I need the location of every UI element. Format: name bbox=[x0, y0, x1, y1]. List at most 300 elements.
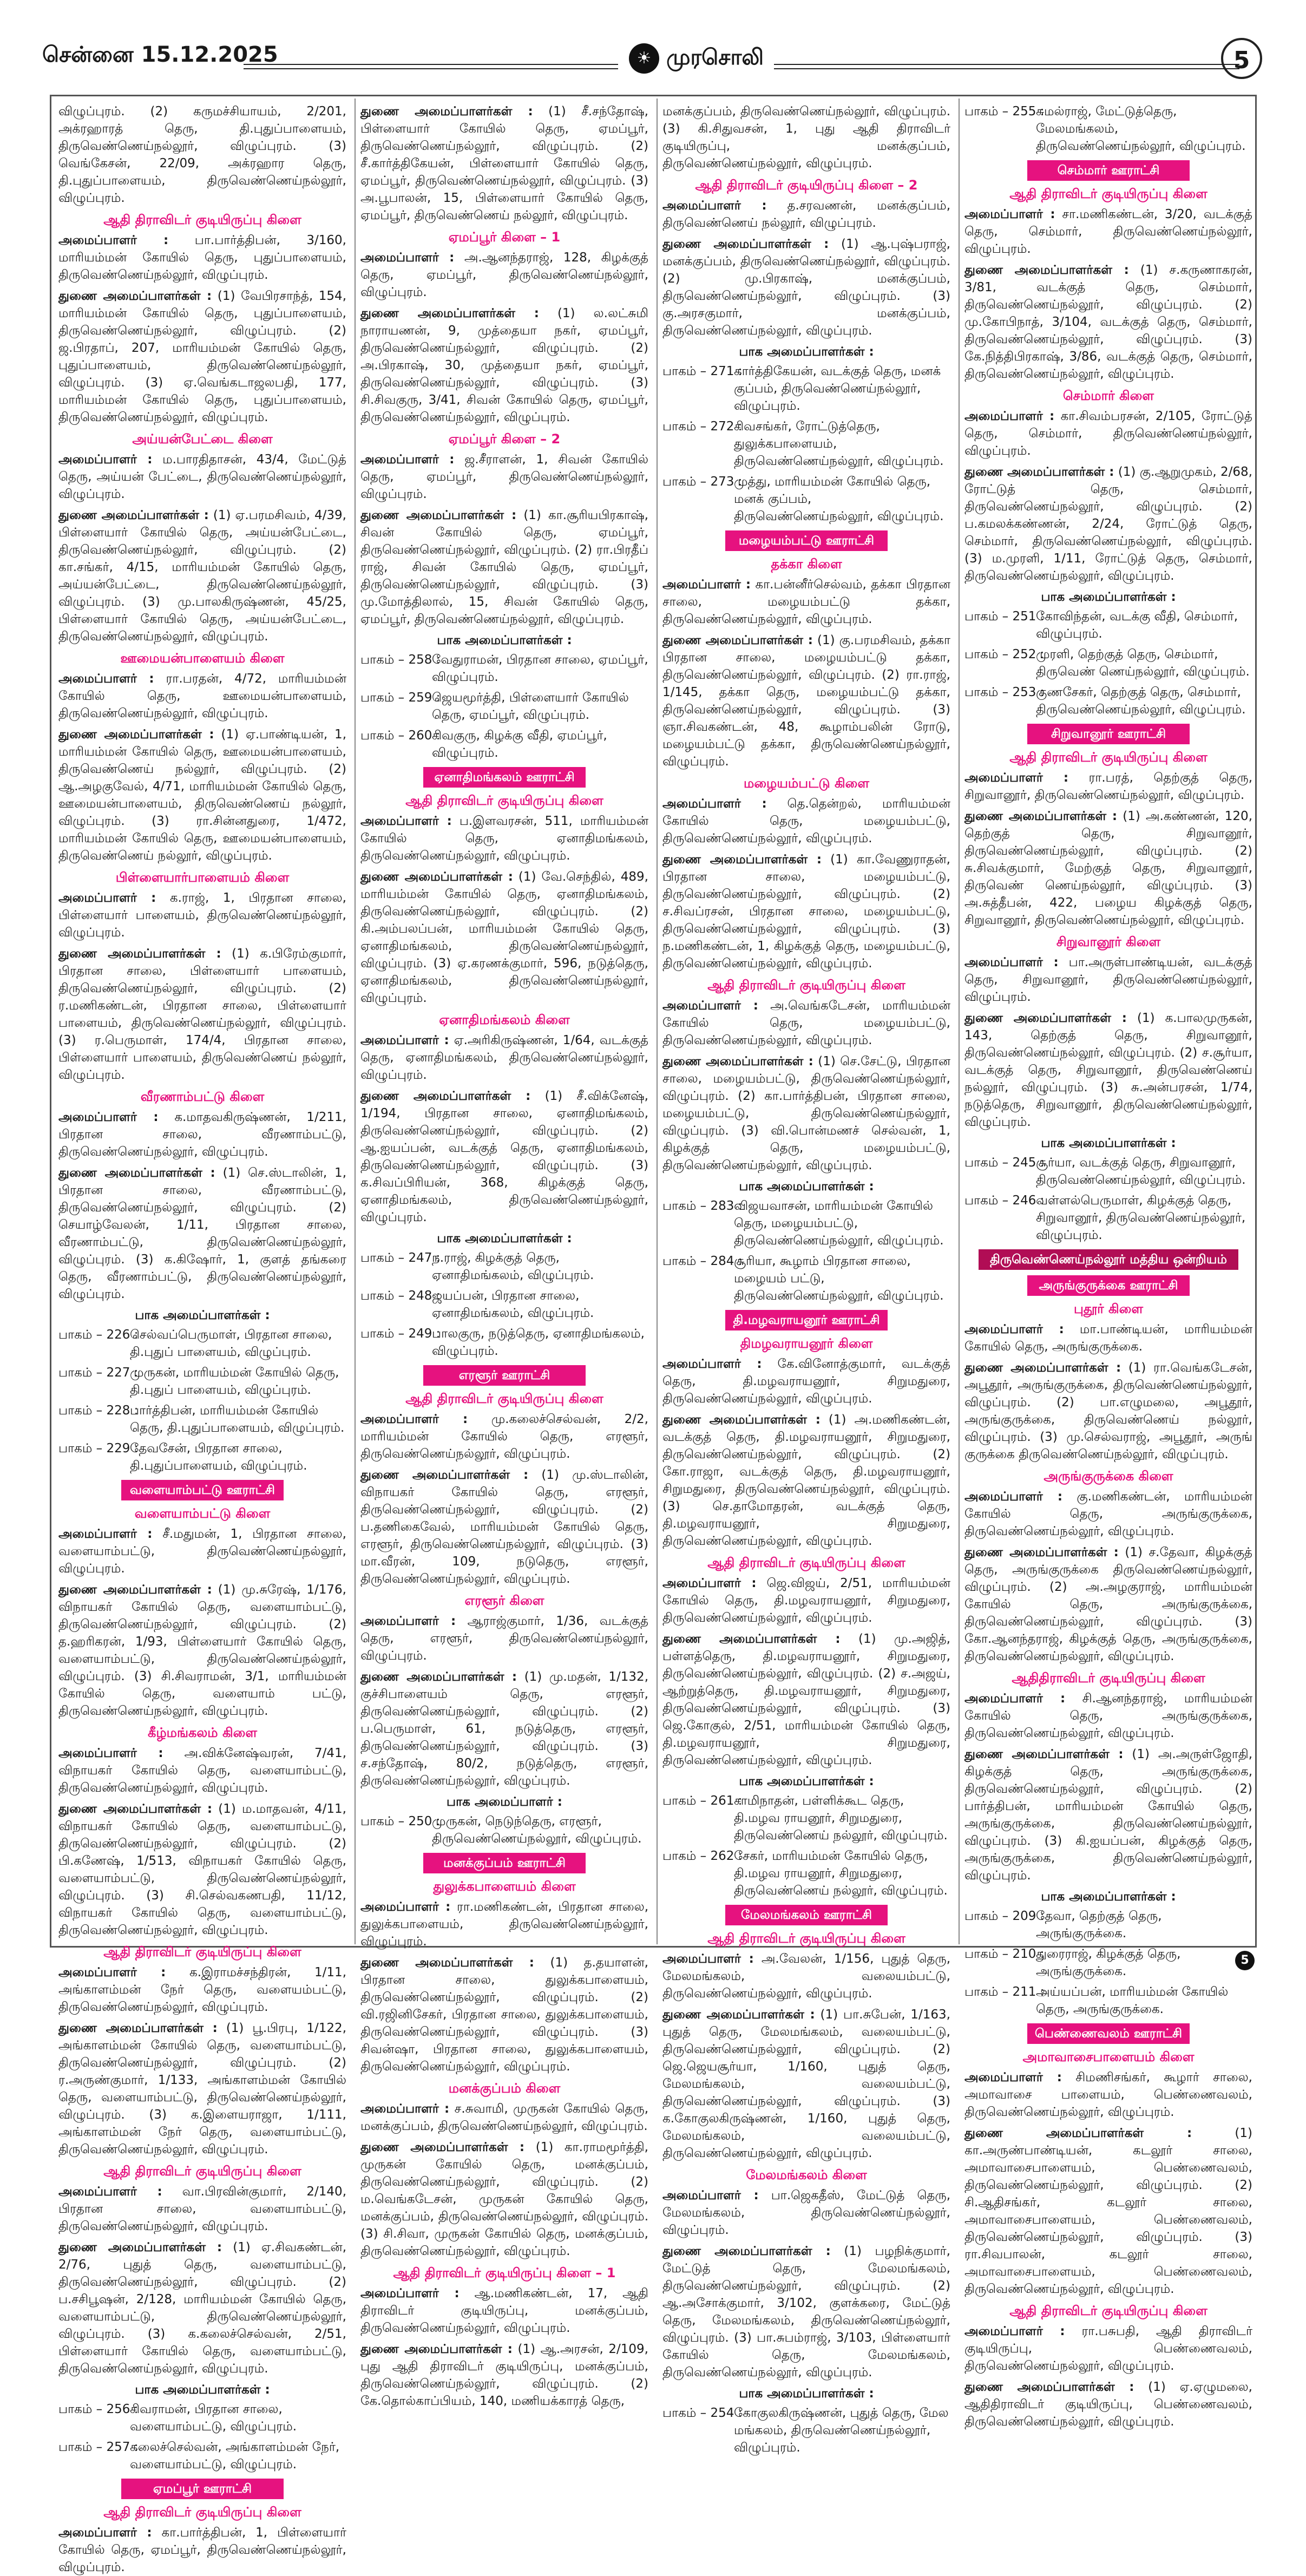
role-label: துணை அமைப்பாளர்கள் : bbox=[964, 465, 1114, 479]
organiser-entry bbox=[360, 2139, 648, 2260]
entry-text: (1) க.பிரேம்குமார், பிரதான சாலை, பிள்ளையார் பாளையம், திருவெண்ணெய்நல்லூர், விழுப்புரம். (2) ர.மணிகண்டன், பிரதான சாலை, பிள்ளையார் பாளையம், திருவெண்ணெய்நல்லூர், விழுப்புரம். (3) ர.பெருமாள், 174/4, பிரதான சாலை, பிள்ளையார் பாளையம், திருவெண்ணெய் நல்லூர், விழுப்புரம். bbox=[58, 947, 346, 1082]
organiser-entry bbox=[58, 2524, 346, 2576]
entry-text: ஜெ.விஜய், 2/51, மாரியம்மன் கோயில் தெரு, தி.மழவராயனூர், சிறுமதுரை, திருவெண்ணெய்நல்லூர், விழுப்புரம். bbox=[662, 1576, 950, 1625]
organiser-entry bbox=[662, 2006, 950, 2162]
organiser-entry bbox=[662, 1950, 950, 2002]
booth-entry bbox=[964, 1908, 1252, 1942]
section-heading: மனக்குப்பம் கிளை bbox=[448, 2081, 561, 2096]
organiser-entry bbox=[58, 2020, 346, 2158]
booth-number: பாகம் – 273 : bbox=[662, 475, 743, 489]
text-column-3 bbox=[662, 103, 951, 2455]
section-heading: ஆதி திராவிடர் குடியிருப்பு கிளை bbox=[707, 978, 905, 993]
entry-text: (1) மு.அஜித், பள்ளத்தெரு, தி.மழவராயனூர், சிறுமதுரை, திருவெண்ணெய்நல்லூர், விழுப்புரம். (2) ச.அஜய், ஆற்றுத்தெரு, தி.மழவராயனூர், சிறுமதுரை, திருவெண்ணெய்நல்லூர், விழுப்புரம். (3) ஜெ.கோகுல், 2/51, மாரியம்மன் கோயில் தெரு, தி.மழவராயனூர், சிறுமதுரை, திருவெண்ணெய்நல்லூர், விழுப்புரம். bbox=[662, 1632, 950, 1767]
organiser-entry bbox=[58, 726, 346, 864]
booth-number: பாகம் – 248 : bbox=[360, 1289, 441, 1303]
entry-text: அ.வெங்கடேசன், மாரியம்மன் கோயில் தெரு, மழையம்பட்டு, திருவெண்ணெய்நல்லூர், விழுப்புரம். bbox=[662, 999, 951, 1047]
section-heading: அருங்குருக்கை கிளை bbox=[1044, 1469, 1173, 1484]
section-heading: ஏமப்பூர் கிளை – 2 bbox=[448, 431, 561, 447]
organiser-entry bbox=[662, 1575, 950, 1627]
role-label: துணை அமைப்பாளர்கள் : bbox=[360, 870, 513, 884]
organiser-entry bbox=[964, 1690, 1252, 1742]
booth-number: பாகம் – 261 : bbox=[662, 1794, 743, 1808]
booth-organisers-heading: பாக அமைப்பாளர்கள் : bbox=[1041, 590, 1176, 604]
entry-text: சீ.மதுமன், 1, பிரதான சாலை, வளையாம்பட்டு, திருவெண்ணெய்நல்லூர், விழுப்புரம். bbox=[58, 1527, 346, 1576]
role-label: துணை அமைப்பாளர்கள் : bbox=[662, 237, 829, 251]
role-label: துணை அமைப்பாளர்கள் : bbox=[964, 263, 1129, 277]
organiser-entry bbox=[360, 812, 648, 864]
entry-text: (1) வேபிரசாந்த், 154, மாரியம்மன் கோயில் தெரு, புதுப்பாளையம், திருவெண்ணெய்நல்லூர், விழுப்புரம். (2) ஜ.பிரதாப், 207, மாரியம்மன் கோயில் தெரு, புதுப்பாளையம், திருவெண்ணெய்நல்லூர், விழுப்புரம். (3) ஏ.வெங்கடாஜலபதி, 177, மாரியம்மன் கோயில் தெரு, புதுப்பாளையம், திருவெண்ணெய்நல்லூர், விழுப்புரம். bbox=[58, 289, 347, 424]
role-label: துணை அமைப்பாளர்கள் : bbox=[58, 2021, 218, 2035]
organiser-entry bbox=[964, 2378, 1252, 2430]
role-label: துணை அமைப்பாளர்கள் : bbox=[58, 947, 221, 961]
organiser-entry bbox=[964, 1746, 1252, 1884]
section-heading: ஊமையன்பாளையம் கிளை bbox=[120, 651, 285, 666]
booth-entry bbox=[360, 1325, 648, 1360]
panchayat-banner: மேலமங்கலம் ஊராட்சி bbox=[725, 1905, 888, 1925]
booth-number: பாகம் – 229 : bbox=[58, 1441, 139, 1456]
role-label: துணை அமைப்பாளர்கள் : bbox=[662, 2244, 831, 2258]
entry-text: அ.ஆனந்தராஜ், 128, கிழக்குத் தெரு, ஏமப்பூர், திருவெண்ணெய்நல்லூர், விழுப்புரம். bbox=[360, 251, 649, 299]
section-heading: எரளூர் கிளை bbox=[464, 1593, 544, 1608]
section-heading: பிள்ளையார்பாளையம் கிளை bbox=[115, 870, 290, 885]
booth-number: பாகம் – 260 : bbox=[360, 729, 441, 743]
entry-text: பா.அருள்பாண்டியன், வடக்குத் தெரு, சிறுவானூர், திருவெண்ணெய்நல்லூர், விழுப்புரம். bbox=[964, 955, 1252, 1004]
role-label: துணை அமைப்பாளர்கள் : bbox=[964, 1545, 1119, 1559]
organiser-entry bbox=[964, 1488, 1252, 1540]
booth-organisers-heading: பாக அமைப்பாளர்கள் : bbox=[739, 1179, 874, 1194]
booth-number: பாகம் – 227 : bbox=[58, 1366, 139, 1380]
organiser-entry bbox=[662, 1053, 950, 1174]
role-label: துணை அமைப்பாளர்கள் : bbox=[58, 1166, 215, 1180]
booth-entry bbox=[360, 689, 648, 724]
section-heading: ஏமப்பூர் கிளை – 1 bbox=[448, 230, 561, 245]
organiser-entry bbox=[662, 235, 950, 339]
booth-organisers-heading: பாக அமைப்பாளர்கள் : bbox=[437, 633, 572, 647]
booth-entry bbox=[662, 2404, 950, 2456]
booth-number: பாகம் – 246 : bbox=[964, 1194, 1045, 1208]
organiser-entry bbox=[360, 1032, 648, 1084]
role-label: அமைப்பாளர் : bbox=[964, 2324, 1065, 2338]
section-heading: ஆதி திராவிடர் குடியிருப்பு கிளை – 2 bbox=[695, 178, 918, 193]
booth-organiser: முருகன், மாரியம்மன் கோயில் தெரு, தி.புதுப் பாளையம், விழுப்புரம். bbox=[130, 1366, 339, 1397]
entry-text: (1) ஏ.பாண்டியன், 1, மாரியம்மன் கோயில் தெரு, ஊமையன்பாளையம், திருவெண்ணெய் நல்லூர், விழுப்புரம். (2) ஆ.அழகுவேல், 4/71, மாரியம்மன் கோயில் தெரு, ஊமையன்பாளையம், திருவெண்ணெய் நல்லூர், விழுப்புரம். (3) ரா.சின்னதுரை, 1/472, மாரியம்மன் கோயில் தெரு, ஊமையன்பாளையம், திருவெண்ணெய் நல்லூர், விழுப்புரம். bbox=[58, 727, 347, 863]
organiser-entry bbox=[58, 1164, 346, 1303]
role-label: துணை அமைப்பாளர்கள் : bbox=[360, 2342, 513, 2356]
role-label: அமைப்பாளர் : bbox=[360, 814, 452, 828]
section-heading: துலுக்கபாளையம் கிளை bbox=[433, 1879, 576, 1894]
section-heading: செம்மார் கிளை bbox=[1062, 388, 1154, 403]
entry-text: கு.மணிகண்டன், மாரியம்மன் கோயில் தெரு, அருங்குருக்கை, திருவெண்ணெய்நல்லூர், விழுப்புரம். bbox=[964, 1490, 1252, 1538]
entry-text: ரா.பசுபதி, ஆதி திராவிடர் குடியிருப்பு, பெண்ணைவலம், திருவெண்ணெய்நல்லூர், விழுப்புரம். bbox=[964, 2324, 1253, 2373]
booth-number: பாகம் – 272 : bbox=[662, 419, 743, 434]
role-label: துணை அமைப்பாளர்கள் : bbox=[360, 1956, 534, 1970]
booth-entry bbox=[964, 1983, 1252, 2018]
booth-organiser: வேதுராமன், பிரதான சாலை, ஏமப்பூர், விழுப்புரம். bbox=[432, 653, 648, 684]
role-label: அமைப்பாளர் : bbox=[360, 2102, 450, 2116]
organiser-entry bbox=[58, 103, 346, 207]
entry-text: மனக்குப்பம், திருவெண்ணெய்நல்லூர், விழுப்புரம். (3) கி.சிதுவசன், 1, புது ஆதி திராவிடர் குடியிருப்பு, மனக்குப்பம், திருவெண்ணெய்நல்லூர், விழுப்புரம். bbox=[662, 104, 950, 171]
entry-text: (1) அ.மணிகண்டன், வடக்குத் தெரு, தி.மழவராயனூர், சிறுமதுரை, திருவெண்ணெய்நல்லூர், விழுப்புரம். (2) கோ.ராஜா, வடக்குத் தெரு, தி.மழவராயனூர், சிறுமதுரை, திருவெண்ணெய்நல்லூர், விழுப்புரம். (3) செ.தாமோதரன், வடக்குத் தெரு, தி.மழவராயனூர், சிறுமதுரை, திருவெண்ணெய்நல்லூர், விழுப்புரம். bbox=[662, 1413, 950, 1548]
booth-organiser: தேவசேன், பிரதான சாலை, தி.புதுப்பாளையம், விழுப்புரம். bbox=[130, 1441, 307, 1473]
role-label: துணை அமைப்பாளர்கள் : bbox=[662, 1632, 841, 1646]
booth-organiser: சிவகுரு, கிழக்கு வீதி, ஏமப்பூர், விழுப்புரம். bbox=[432, 729, 607, 760]
entry-text: சா.மணிகண்டன், 3/20, வடக்குத் தெரு, செம்மார், திருவெண்ணெய்நல்லூர், விழுப்புரம். bbox=[964, 207, 1253, 256]
organiser-entry bbox=[58, 1745, 346, 1797]
organiser-entry bbox=[58, 1964, 346, 2016]
panchayat-banner: மழையம்பட்டு ஊராட்சி bbox=[725, 530, 888, 551]
entry-text: கா.பார்த்திபன், 1, பிள்ளையார் கோயில் தெரு, ஏமப்பூர், திருவெண்ணெய்நல்லூர், விழுப்புரம். bbox=[58, 2526, 346, 2574]
booth-organiser: வள்ளல்பெருமாள், கிழக்குத் தெரு, சிறுவானூர், திருவெண்ணெய்நல்லூர், விழுப்புரம். bbox=[1036, 1194, 1246, 1242]
organiser-entry bbox=[58, 1800, 346, 1939]
role-label: அமைப்பாளர் : bbox=[58, 2526, 152, 2540]
section-heading: கீழ்மங்கலம் கிளை bbox=[148, 1725, 257, 1740]
booth-number: பாகம் – 247 : bbox=[360, 1251, 441, 1265]
booth-entry bbox=[662, 1792, 950, 1844]
organiser-entry bbox=[662, 103, 950, 172]
role-label: துணை அமைப்பாளர்கள் : bbox=[662, 1413, 821, 1427]
role-label: அமைப்பாளர் : bbox=[662, 199, 767, 213]
panchayat-banner: ஏனாதிமங்கலம் ஊராட்சி bbox=[423, 767, 586, 788]
entry-text: ரா.பரத், தெற்குத் தெரு, சிறுவானூர், திருவெண்ணெய்நல்லூர், விழுப்புரம். bbox=[964, 771, 1253, 802]
booth-organiser: தேவா, தெற்குத் தெரு, அருங்குருக்கை. bbox=[1036, 1909, 1162, 1941]
role-label: அமைப்பாளர் : bbox=[964, 955, 1059, 969]
role-label: அமைப்பாளர் : bbox=[964, 2070, 1062, 2085]
entry-text: (1) பூ.பிரபு, 1/122, அங்காளம்மன் கோயில் தெரு, வளையாம்பட்டு, திருவெண்ணெய்நல்லூர், விழுப்புரம். (2) ர.அருண்குமார், 1/133, அங்காளம்மன் கோயில் தெரு, வளையாம்பட்டு, திருவெண்ணெய்நல்லூர், விழுப்புரம். (3) க.இளையராஜா, 1/111, அங்காளம்மன் நேர் தெரு, வளையாம்பட்டு, திருவெண்ணெய்நல்லூர், விழுப்புரம். bbox=[58, 2021, 347, 2157]
organiser-entry bbox=[964, 2069, 1252, 2121]
role-label: அமைப்பாளர் : bbox=[58, 2185, 162, 2199]
entry-text: (1) வே.செந்தில், 489, மாரியம்மன் கோயில் தெரு, ஏனாதிமங்கலம், திருவெண்ணெய்நல்லூர், விழுப்புரம். (2) கி.அம்பலப்பன், மாரியம்மன் கோயில் தெரு, ஏனாதிமங்கலம், திருவெண்ணெய்நல்லூர், விழுப்புரம். (3) ஏ.கரணக்குமார், 596, நடுத்தெரு, ஏனாதிமங்கலம், திருவெண்ணெய்நல்லூர், விழுப்புரம். bbox=[360, 870, 648, 1005]
entry-text: ம.பாரதிதாசன், 43/4, மேட்டுத் தெரு, அய்யன் பேட்டை, திருவெண்ணெய்நல்லூர், விழுப்புரம். bbox=[58, 453, 347, 501]
entry-text: சி.ஆனந்தராஜ், மாரியம்மன் கோயில் தெரு, அருங்குருக்கை, திருவெண்ணெய்நல்லூர், விழுப்புரம். bbox=[964, 1692, 1252, 1740]
role-label: அமைப்பாளர் : bbox=[58, 891, 156, 905]
booth-organiser: ந.ராஜ், கிழக்குத் தெரு, ஏனாதிமங்கலம், விழுப்புரம். bbox=[432, 1251, 594, 1282]
booth-organisers-heading: பாக அமைப்பாளர்கள் : bbox=[437, 1231, 572, 1246]
entry-text: (1) அ.கண்ணன், 120, தெற்குத் தெரு, சிறுவானூர், திருவெண்ணெய்நல்லூர், விழுப்புரம். (2) சு.சிவக்குமார், மேற்குத் தெரு, சிறுவானூர், திருவெண் ணெய்நல்லூர், விழுப்புரம். (3) அ.சுத்தீபன், 422, பழைய கிழக்குத் தெரு, சிறுவானூர், திருவெண்ணெய்நல்லூர், விழுப்புரம். bbox=[964, 809, 1253, 927]
role-label: அமைப்பாளர் : bbox=[360, 1033, 449, 1047]
role-label: அமைப்பாளர் : bbox=[662, 999, 758, 1013]
organiser-entry bbox=[662, 795, 950, 847]
organiser-entry bbox=[662, 1411, 950, 1550]
organiser-entry bbox=[662, 197, 950, 232]
booth-number: பாகம் – 252 : bbox=[964, 647, 1045, 661]
role-label: துணை அமைப்பாளர்கள் : bbox=[964, 2126, 1192, 2140]
entry-text: சிமணிசங்கர், கூழார் சாலை, அமாவாசை பாளையம், பெண்ணைவலம், திருவெண்ணெய்நல்லூர், விழுப்புரம். bbox=[964, 2070, 1252, 2119]
section-heading: மேலமங்கலம் கிளை bbox=[746, 2167, 867, 2182]
role-label: துணை அமைப்பாளர்கள் : bbox=[360, 104, 533, 119]
entry-text: (1) க.பாலமுருகன், 143, தெற்குத் தெரு, சிறுவானூர், திருவெண்ணெய்நல்லூர், விழுப்புரம். (2) ச.சூர்யா, வடக்குத் தெரு, சிறுவானூர், திருவெண்ணெய் நல்லூர், விழுப்புரம். (3) சு.அன்பரசன், 1/74, நடுத்தெரு, சிறுவானூர், திருவெண்ணெய்நல்லூர், விழுப்புரம். bbox=[964, 1011, 1252, 1129]
entry-text: அ.வேலன், 1/156, புதுத் தெரு, மேலமங்கலம், வலையம்பட்டு, திருவெண்ணெய்நல்லூர், விழுப்புரம். bbox=[662, 1952, 950, 2001]
entry-text: ச.சுவாமி, முருகன் கோயில் தெரு, மனக்குப்பம், திருவெண்ணெய்நல்லூர், விழுப்புரம். bbox=[360, 2102, 649, 2133]
column-divider bbox=[355, 99, 356, 1944]
role-label: துணை அமைப்பாளர்கள் : bbox=[58, 508, 209, 522]
booth-organiser: சூர்யா, வடக்குத் தெரு, சிறுவானூர், திருவெண்ணெய்நல்லூர், விழுப்புரம். bbox=[1036, 1156, 1246, 1187]
paper-logo bbox=[629, 43, 770, 84]
entry-text: தெ.தென்றல், மாரியம்மன் கோயில் தெரு, மழையம்பட்டு, திருவெண்ணெய்நல்லூர், விழுப்புரம். bbox=[662, 797, 950, 845]
organiser-entry bbox=[360, 305, 648, 426]
organiser-entry bbox=[964, 463, 1252, 585]
organiser-entry bbox=[964, 769, 1252, 804]
role-label: அமைப்பாளர் : bbox=[662, 578, 751, 592]
booth-organiser: சூரியா, கூழாம் பிரதான சாலை, மழையம் பட்டு, திருவெண்ணெய்நல்லூர், விழுப்புரம். bbox=[734, 1254, 944, 1303]
entry-text: ரா.மணிகண்டன், பிரதான சாலை, துலுக்கபாளையம், திருவெண்ணெய்நல்லூர், விழுப்புரம். bbox=[360, 1900, 649, 1949]
role-label: அமைப்பாளர் : bbox=[964, 1692, 1066, 1706]
booth-entry bbox=[662, 363, 950, 415]
rising-sun-emblem-icon: ☀ bbox=[629, 43, 659, 74]
booth-number: பாகம் – 209 : bbox=[964, 1909, 1045, 1923]
booth-entry bbox=[58, 1364, 346, 1399]
booth-organiser: ஜயப்பன், பிரதான சாலை, ஏனாதிமங்கலம், விழுப்புரம். bbox=[432, 1289, 594, 1320]
panchayat-banner: வளையாம்பட்டு ஊராட்சி bbox=[121, 1480, 284, 1500]
organiser-entry bbox=[360, 507, 648, 628]
booth-organiser: சேகர், மாரியம்மன் கோயில் தெரு, தி.மழவ ராயனூர், சிறுமதுரை, திருவெண்ணெய் நல்லூர், விழுப்புரம். bbox=[734, 1849, 948, 1898]
panchayat-banner: சிறுவானூர் ஊராட்சி bbox=[1027, 724, 1190, 744]
section-heading: ஆதி திராவிடர் குடியிருப்பு கிளை bbox=[103, 2164, 301, 2179]
role-label: துணை அமைப்பாளர்கள் : bbox=[58, 1802, 213, 1816]
panchayat-banner: ஏமப்பூர் ஊராட்சி bbox=[121, 2479, 284, 2499]
entry-text: வா.பிரவின்குமார், 2/140, பிரதான சாலை, வளையாம்பட்டு, திருவெண்ணெய்நல்லூர், விழுப்புரம். bbox=[58, 2185, 347, 2233]
section-heading: மழையம்பட்டு கிளை bbox=[744, 776, 869, 791]
role-label: துணை அமைப்பாளர்கள் : bbox=[58, 2240, 222, 2254]
role-label: அமைப்பாளர் : bbox=[58, 233, 169, 247]
organiser-entry bbox=[964, 261, 1252, 383]
role-label: அமைப்பாளர் : bbox=[662, 1576, 757, 1590]
entry-text: அ.விக்னேஷ்வரன், 7/41, விநாயகர் கோயில் தெரு, வளையாம்பட்டு, திருவெண்ணெய்நல்லூர், விழுப்புரம். bbox=[58, 1746, 347, 1795]
booth-number: பாகம் – 251 : bbox=[964, 609, 1045, 624]
masthead bbox=[42, 38, 1264, 87]
role-label: அமைப்பாளர் : bbox=[360, 1614, 456, 1628]
role-label: அமைப்பாளர் : bbox=[964, 207, 1055, 221]
entry-text: பா.ஜெகதீஸ், மேட்டுத் தெரு, மேலமங்கலம், திருவெண்ணெய்நல்லூர், விழுப்புரம். bbox=[662, 2188, 951, 2237]
panchayat-banner: தி.மழவராயனூர் ஊராட்சி bbox=[725, 1310, 888, 1330]
section-heading: ஆதி திராவிடர் குடியிருப்பு கிளை bbox=[103, 212, 301, 227]
section-heading: திமழவராயனூர் கிளை bbox=[740, 1336, 873, 1351]
organiser-entry bbox=[360, 1668, 648, 1790]
role-label: துணை அமைப்பாளர்கள் : bbox=[58, 1583, 212, 1597]
entry-text: பா.பார்த்திபன், 3/160, மாரியம்மன் கோயில் தெரு, புதுப்பாளையம், திருவெண்ணெய்நல்லூர், விழுப்புரம். bbox=[58, 233, 346, 282]
role-label: அமைப்பாளர் : bbox=[58, 672, 154, 686]
organiser-entry bbox=[662, 2243, 950, 2381]
entry-text: (1) கா.வேணுராதன், பிரதான சாலை, மழையம்பட்டு, திருவெண்ணெய்நல்லூர், விழுப்புரம். (2) ச.சிவப்ரசன், பிரதான சாலை, மழையம்பட்டு, திருவெண்ணெய்நல்லூர், விழுப்புரம். (3) ந.மணிகண்டன், 1, கிழக்குத் தெரு, மழையம்பட்டு, திருவெண்ணெய்நல்லூர், விழுப்புரம். bbox=[662, 853, 950, 971]
organiser-entry bbox=[58, 1525, 346, 1577]
role-label: துணை அமைப்பாளர்கள் : bbox=[360, 306, 539, 320]
masthead-rule-left bbox=[244, 64, 618, 69]
page-number-badge: 5 bbox=[1221, 38, 1262, 79]
booth-number: பாகம் – 259 : bbox=[360, 691, 441, 705]
organiser-entry bbox=[360, 1466, 648, 1588]
section-heading: ஆதி திராவிடர் குடியிருப்பு கிளை bbox=[1009, 186, 1207, 201]
entry-text: (1) த.தயாளன், பிரதான சாலை, துலுக்கபாளையம், திருவெண்ணெய்நல்லூர், விழுப்புரம். (2) வி.ரஜினிசேகர், பிரதான சாலை, துலுக்கபாளையம், திருவெண்ணெய்நல்லூர், விழுப்புரம். (3) சிவன்ஷா, பிரதான சாலை, துலுக்கபாளையம், திருவெண்ணெய்நல்லூர், விழுப்புரம். bbox=[360, 1956, 648, 2074]
organiser-entry bbox=[964, 2125, 1252, 2298]
section-heading: ஆதி திராவிடர் குடியிருப்பு கிளை bbox=[1009, 750, 1207, 765]
organiser-entry bbox=[662, 632, 950, 770]
booth-organiser: பாலகுரு, நடுத்தெரு, ஏனாதிமங்கலம், விழுப்புரம். bbox=[432, 1327, 645, 1358]
role-label: துணை அமைப்பாளர்கள் : bbox=[58, 289, 212, 303]
booth-organiser: குணசேகர், தெற்குத் தெரு, செம்மார், திருவெண்ணெய்நல்லூர், விழுப்புரம். bbox=[1036, 685, 1246, 717]
entry-text: க.இராமச்சந்திரன், 1/11, அங்காளம்மன் நேர் தெரு, வளையம்பட்டு, திருவெண்ணெய்நல்லூர், விழுப்புரம். bbox=[58, 1965, 346, 2014]
organiser-entry bbox=[964, 206, 1252, 258]
booth-entry bbox=[360, 1249, 648, 1284]
entry-text: (1) ச.தேவா, கிழக்குத் தெரு, அருங்குருக்கை திருவெண்ணெய்நல்லூர், விழுப்புரம். (2) அ.அழகுராஜ், மாரியம்மன் கோயில் தெரு, அருங்குருக்கை, திருவெண்ணெய்நல்லூர், விழுப்புரம். (3) கோ.ஆனந்தராஜ், கிழக்குத் தெரு, அருங்குருக்கை, திருவெண்ணெய்நல்லூர், விழுப்புரம். bbox=[964, 1545, 1252, 1663]
entry-text: க.ராஜ், 1, பிரதான சாலை, பிள்ளையார் பாளையம், திருவெண்ணெய்நல்லூர், விழுப்புரம். bbox=[58, 891, 346, 940]
panchayat-banner: பெண்ணைவலம் ஊராட்சி bbox=[1027, 2023, 1190, 2044]
booth-organiser: கார்த்திகேயன், வடக்குத் தெரு, மனக் குப்பம், திருவெண்ணெய்நல்லூர், விழுப்புரம். bbox=[734, 364, 941, 413]
section-heading: சிறுவானூர் கிளை bbox=[1056, 934, 1161, 949]
entry-text: (1) ஏ.சிவகண்டன், 2/76, புதுத் தெரு, வளையாம்பட்டு, திருவெண்ணெய்நல்லூர், விழுப்புரம். (2) ப.சசிபூஷன், 2/128, மாரியம்மன் கோயில் தெரு, வளையாம்பட்டு, திருவெண்ணெய்நல்லூர், விழுப்புரம். (3) க.கலைச்செல்வன், 2/51, பிள்ளையார் கோயில் தெரு, வளையாம்பட்டு, திருவெண்ணெய்நல்லூர், விழுப்புரம். bbox=[58, 2240, 346, 2376]
organiser-entry bbox=[964, 1010, 1252, 1131]
panchayat-banner: அருங்குருக்கை ஊராட்சி bbox=[1027, 1275, 1190, 1296]
entry-text: கா.பன்னீர்செல்வம், தக்கா பிரதான சாலை, மழையம்பட்டு தக்கா, திருவெண்ணெய்நல்லூர், விழுப்புரம். bbox=[662, 578, 951, 626]
booth-number: பாகம் – 257 : bbox=[58, 2440, 139, 2454]
text-column-4 bbox=[964, 103, 1253, 2429]
booth-entry bbox=[360, 1287, 648, 1322]
organiser-entry bbox=[360, 103, 648, 224]
booth-entry bbox=[360, 727, 648, 762]
role-label: அமைப்பாளர் : bbox=[360, 251, 455, 265]
role-label: அமைப்பாளர் : bbox=[58, 1527, 153, 1541]
date-line: சென்னை 15.12.2025 bbox=[42, 42, 278, 67]
organiser-entry bbox=[58, 451, 346, 503]
role-label: துணை அமைப்பாளர்கள் : bbox=[964, 1011, 1127, 1025]
text-column-1 bbox=[58, 103, 347, 2574]
booth-number: பாகம் – 284 : bbox=[662, 1254, 743, 1268]
booth-organiser: விஜயவாசன், மாரியம்மன் கோயில் தெரு, மழையம்பட்டு, திருவெண்ணெய்நல்லூர், விழுப்புரம். bbox=[734, 1199, 944, 1248]
entry-text: (1) பழநிக்குமார், மேட்டுத் தெரு, மேலமங்கலம், திருவெண்ணெய்நல்லூர், விழுப்புரம். (2) ஆ.அசோக்குமார், 3/102, குளக்கரை, மேட்டுத் தெரு, மேலமங்கலம், திருவெண்ணெய்நல்லூர், விழுப்புரம். (3) பா.சுபம்ராஜ், 3/103, பிள்ளையார் கோயில் தெரு, மேலமங்கலம், திருவெண்ணெய்நல்லூர், விழுப்புரம். bbox=[662, 2244, 950, 2380]
role-label: அமைப்பாளர் : bbox=[360, 1900, 451, 1914]
organiser-entry bbox=[360, 1613, 648, 1664]
role-label: அமைப்பாளர் : bbox=[58, 453, 153, 467]
organiser-entry bbox=[662, 1630, 950, 1769]
entry-text: (1) ச.கருணாகரன், 3/81, வடக்குத் தெரு, செம்மார், திருவெண்ணெய்நல்லூர், விழுப்புரம். (2) மு.கோபிநாத், 3/104, வடக்குத் தெரு, செம்மார், திருவெண்ணெய்நல்லூர், விழுப்புரம். (3) கே.நித்திபிரகாஷ், 3/86, வடக்குத் தெரு, செம்மார், திருவெண்ணெய்நல்லூர், விழுப்புரம். bbox=[964, 263, 1252, 381]
organiser-entry bbox=[360, 868, 648, 1007]
booth-entry bbox=[964, 684, 1252, 718]
entry-text: (1) ஏ.ஏழுமலை, ஆதிதிராவிடர் குடியிருப்பு, பெண்ணைவலம், திருவெண்ணெய்நல்லூர், விழுப்புரம். bbox=[964, 2380, 1252, 2429]
panchayat-banner: மனக்குப்பம் ஊராட்சி bbox=[423, 1853, 586, 1873]
entry-text: (1) செ.ஸ்டாலின், 1, பிரதான சாலை, வீரணாம்பட்டு, திருவெண்ணெய்நல்லூர், விழுப்புரம். (2) செயாழ்வேலன், 1/11, பிரதான சாலை, வீரணாம்பட்டு, திருவெண்ணெய்நல்லூர், விழுப்புரம். (3) க.கிஷோர், 1, குளத் தங்கரை தெரு, வீரணாம்பட்டு, திருவெண்ணெய்நல்லூர், விழுப்புரம். bbox=[58, 1166, 347, 1301]
role-label: துணை அமைப்பாளர்கள் : bbox=[360, 508, 517, 522]
role-label: அமைப்பாளர் : bbox=[360, 2286, 460, 2300]
entry-text: (1) பா.சுபேன், 1/163, புதுத் தெரு, மேலமங்கலம், வலையம்பட்டு, திருவெண்ணெய்நல்லூர், விழுப்புரம். (2) ஜெ.ஜெயசூர்யா, 1/160, புதுத் தெரு, மேலமங்கலம், வலையம்பட்டு, திருவெண்ணெய்நல்லூர், விழுப்புரம். (3) க.கோகுலகிருஷ்ணன், 1/160, புதுத் தெரு, மேலமங்கலம், வலையம்பட்டு, திருவெண்ணெய்நல்லூர், விழுப்புரம். bbox=[662, 2008, 950, 2160]
booth-entry bbox=[58, 2401, 346, 2435]
booth-organiser: சிவராமன், பிரதான சாலை, வளையாம்பட்டு, விழுப்புரம். bbox=[130, 2402, 297, 2434]
organiser-entry bbox=[58, 2183, 346, 2235]
booth-entry bbox=[662, 418, 950, 470]
organiser-entry bbox=[964, 1321, 1252, 1355]
section-heading: ஏனாதிமங்கலம் கிளை bbox=[439, 1012, 570, 1027]
booth-number: பாகம் – 250 : bbox=[360, 1814, 441, 1828]
entry-text: விழுப்புரம். (2) கருமச்சியாயம், 2/201, அக்ரஹாரத் தெரு, தி.புதுப்பாளையம், திருவெண்ணெய்நல்லூர், விழுப்புரம். (3) வெங்கேசன், 22/09, அக்ரஹார தெரு, தி.புதுப்பாளையம், திருவெண்ணெய்நல்லூர், விழுப்புரம். bbox=[58, 104, 346, 205]
entry-text: மு.கலைச்செல்வன், 2/2, மாரியம்மன் கோயில் தெரு, எரளூர், திருவெண்ணெய்நல்லூர், விழுப்புரம். bbox=[360, 1412, 648, 1461]
section-heading: ஆதி திராவிடர் குடியிருப்பு கிளை bbox=[707, 1931, 905, 1946]
role-label: அமைப்பாளர் : bbox=[58, 1965, 166, 1979]
booth-organisers-heading: பாக அமைப்பாளர்கள் : bbox=[739, 1774, 874, 1788]
booth-organiser: முருகன், நெடுந்தெரு, எரளூர், திருவெண்ணெய்நல்லூர், விழுப்புரம். bbox=[432, 1814, 642, 1846]
entry-text: (1) செ.சேட்டு, பிரதான சாலை, மழையம்பட்டு, திருவெண்ணெய்நல்லூர், விழுப்புரம். (2) கா.பார்த்திபன், பிரதான சாலை, மழையம்பட்டு, திருவெண்ணெய்நல்லூர், விழுப்புரம். (3) வி.பொன்மணச் செல்வன், 1, கிழக்குத் தெரு, மழையம்பட்டு, திருவெண்ணெய்நல்லூர், விழுப்புரம். bbox=[662, 1054, 950, 1172]
booth-organiser: ஜெயமூர்த்தி, பிள்ளையார் கோயில் தெரு, ஏமப்பூர், விழுப்புரம். bbox=[432, 691, 629, 722]
booth-entry bbox=[58, 1402, 346, 1437]
organiser-entry bbox=[964, 1544, 1252, 1665]
section-heading: ஆதி திராவிடர் குடியிருப்பு கிளை bbox=[405, 1391, 603, 1406]
booth-entry bbox=[964, 1192, 1252, 1244]
booth-organisers-heading: பாக அமைப்பாளர்கள் : bbox=[1041, 1136, 1176, 1150]
organiser-entry bbox=[360, 1954, 648, 2075]
organiser-entry bbox=[58, 670, 346, 722]
booth-organisers-heading: பாக அமைப்பாளர்கள் : bbox=[135, 2383, 270, 2397]
booth-organiser: கோவிந்தன், வடக்கு வீதி, செம்மார், விழுப்புரம். bbox=[1036, 609, 1238, 641]
organiser-entry bbox=[360, 1087, 648, 1226]
organiser-entry bbox=[58, 889, 346, 941]
booth-organiser: கலைச்செல்வன், அங்காளம்மன் நேர், வளையாம்பட்டு, விழுப்புரம். bbox=[130, 2440, 340, 2472]
booth-organiser: சிவசங்கர், ரோட்டுத்தெரு, துலுக்கபாளையம், திருவெண்ணெய்நல்லூர், விழுப்புரம். bbox=[734, 419, 944, 468]
masthead-rule-right bbox=[774, 64, 1239, 69]
organiser-entry bbox=[662, 851, 950, 972]
booth-organiser: துரைராஜ், கிழக்குத் தெரு, அருங்குருக்கை. bbox=[1036, 1947, 1181, 1978]
entry-text: (1) கு.ஆறுமுகம், 2/68, ரோட்டுத் தெரு, செம்மார், திருவெண்ணெய்நல்லூர், விழுப்புரம். (2) ப.கமலக்கண்ணன், 2/24, ரோட்டுத் தெரு, செம்மார், திருவெண்ணெய்நல்லூர், விழுப்புரம். (3) ம.முரளி, 1/11, ரோட்டுத் தெரு, செம்மார், திருவெண்ணெய்நல்லூர், விழுப்புரம். bbox=[964, 465, 1252, 583]
entry-text: ஆ.மணிகண்டன், 17, ஆதி திராவிடர் குடியிருப்பு, மனக்குப்பம், திருவெண்ணெய்நல்லூர், விழுப்புரம். bbox=[360, 2286, 649, 2335]
role-label: துணை அமைப்பாளர்கள் : bbox=[360, 2140, 525, 2154]
organiser-entry bbox=[360, 2285, 648, 2337]
role-label: அமைப்பாளர் : bbox=[360, 453, 455, 467]
section-heading: வீரணாம்பட்டு கிளை bbox=[140, 1089, 265, 1104]
booth-number: பாகம் – 256 : bbox=[58, 2402, 139, 2416]
entry-text: கே.வினோத்குமார், வடக்குத் தெரு, தி.மழவராயனூர், சிறுமதுரை, திருவெண்ணெய்நல்லூர், விழுப்புரம். bbox=[662, 1357, 950, 1406]
entry-text: (1) கா.சூரியபிரகாஷ், சிவன் கோயில் தெரு, ஏமப்பூர், திருவெண்ணெய்நல்லூர், விழுப்புரம். (2) ரா.பிரதீப் ராஜ், சிவன் கோயில் தெரு, ஏமப்பூர், திருவெண்ணெய்நல்லூர், விழுப்புரம். (3) மு.மோத்திலால், 15, சிவன் கோயில் தெரு, ஏமப்பூர், திருவெண்ணெய்நல்லூர், விழுப்புரம். bbox=[360, 508, 648, 626]
entry-text: (1) கு.பரமசிவம், தக்கா பிரதான சாலை, மழையம்பட்டு தக்கா, திருவெண்ணெய்நல்லூர், விழுப்புரம். (2) ரா.ராஜ், 1/145, தக்கா தெரு, மழையம்பட்டு தக்கா, திருவெண்ணெய்நல்லூர், விழுப்புரம். (3) ஞா.சிவகண்டன், 48, கூழாம்பலின் ரோடு, மழையம்பட்டு தக்கா, திருவெண்ணெய்நல்லூர், விழுப்புரம். bbox=[662, 633, 950, 769]
organiser-entry bbox=[360, 249, 648, 301]
booth-entry bbox=[360, 651, 648, 686]
booth-number: பாகம் – 258 : bbox=[360, 653, 441, 667]
booth-organiser: சாமிநாதன், பள்ளிக்கூட தெரு, தி.மழவ ராயனூர், சிறுமதுரை, திருவெண்ணெய் நல்லூர், விழுப்புரம். bbox=[734, 1794, 948, 1843]
organiser-entry bbox=[58, 1581, 346, 1720]
entry-text: (1) ரா.வெங்கடேசன், அபூதூர், அருங்குருக்கை, திருவெண்ணெய்நல்லூர், விழுப்புரம். (2) பா.எழுமலை, அபூதூர், அருங்குருக்கை, திருவெண்ணெய் நல்லூர், விழுப்புரம். (3) மு.செல்வராஜ், அபூதூர், அருங் குருக்கை திருவெண்ணெய்நல்லூர், விழுப்புரம். bbox=[964, 1361, 1252, 1461]
role-label: துணை அமைப்பாளர்கள் : bbox=[360, 1089, 531, 1103]
entry-text: ஏ.அரிகிருஷ்ணன், 1/64, வடக்குத் தெரு, ஏனாதிமங்கலம், திருவெண்ணெய்நல்லூர், விழுப்புரம். bbox=[360, 1033, 648, 1082]
union-banner: திருவெண்ணெய்நல்லூர் மத்திய ஒன்றியம் bbox=[979, 1249, 1238, 1270]
role-label: துணை அமைப்பாளர்கள் : bbox=[662, 633, 813, 647]
section-heading: ஆதி திராவிடர் குடியிருப்பு கிளை bbox=[707, 1555, 905, 1570]
booth-organiser: முரளி, தெற்குத் தெரு, செம்மார், திருவெண் ணெய்நல்லூர், விழுப்புரம். bbox=[1036, 647, 1250, 679]
booth-entry bbox=[662, 1253, 950, 1305]
booth-organisers-heading: பாக அமைப்பாளர்கள் : bbox=[739, 2387, 874, 2401]
organiser-entry bbox=[58, 2239, 346, 2377]
booth-entry bbox=[58, 1326, 346, 1361]
entry-text: க.மாதவகிருஷ்ணன், 1/211, பிரதான சாலை, வீரணாம்பட்டு, திருவெண்ணெய்நல்லூர், விழுப்புரம். bbox=[58, 1110, 347, 1159]
section-heading: அய்யன்பேட்டை கிளை bbox=[132, 431, 273, 447]
organiser-entry bbox=[964, 2323, 1252, 2375]
booth-organiser: அய்யப்பன், மாரியம்மன் கோயில் தெரு, அருங்குருக்கை. bbox=[1036, 1985, 1229, 2016]
organiser-entry bbox=[662, 576, 950, 628]
column-divider bbox=[657, 99, 658, 1944]
organiser-entry bbox=[662, 997, 950, 1049]
role-label: அமைப்பாளர் : bbox=[662, 1952, 754, 1966]
section-heading: ஆதி திராவிடர் குடியிருப்பு கிளை bbox=[103, 2505, 301, 2520]
booth-number: பாகம் – 226 : bbox=[58, 1328, 139, 1342]
booth-number: பாகம் – 254 : bbox=[662, 2406, 743, 2420]
organiser-entry bbox=[964, 1359, 1252, 1463]
organiser-entry bbox=[58, 287, 346, 426]
booth-entry bbox=[58, 2439, 346, 2473]
section-heading: ஆதி திராவிடர் குடியிருப்பு கிளை bbox=[1009, 2303, 1207, 2318]
booth-number: பாகம் – 253 : bbox=[964, 685, 1045, 699]
booth-number: பாகம் – 228 : bbox=[58, 1404, 139, 1418]
entry-text: (1) மு.ஸ்டாலின், விநாயகர் கோயில் தெரு, எரளூர், திருவெண்ணெய்நல்லூர், விழுப்புரம். (2) ப.தணிகைவேல், மாரியம்மன் கோயில் தெரு, எரளூர், திருவெண்ணெய்நல்லூர், விழுப்புரம். (3) மா.வீரன், 109, நடுதெரு, எரளூர், திருவெண்ணெய்நல்லூர், விழுப்புரம். bbox=[360, 1468, 648, 1586]
entry-text: ஆராஜ்குமார், 1/36, வடக்குத் தெரு, எரளூர், திருவெண்ணெய்நல்லூர், விழுப்புரம். bbox=[360, 1614, 648, 1663]
role-label: அமைப்பாளர் : bbox=[58, 1746, 163, 1760]
role-label: அமைப்பாளர் : bbox=[662, 797, 767, 811]
entry-text: (1) சீ.விக்னேஷ், 1/194, பிரதான சாலை, ஏனாதிமங்கலம், திருவெண்ணெய்நல்லூர், விழுப்புரம். (2) ஆ.ஐயப்பன், வடக்குத் தெரு, ஏனாதிமங்கலம், திருவெண்ணெய்நல்லூர், விழுப்புரம். (3) க.சிவப்பிரியன், 368, கிழக்குத் தெரு, ஏனாதிமங்கலம், திருவெண்ணெய்நல்லூர், விழுப்புரம். bbox=[360, 1089, 648, 1224]
section-heading: வளையாம்பட்டு கிளை bbox=[134, 1506, 271, 1521]
entry-text: ஜ.சீராளன், 1, சிவன் கோயில் தெரு, ஏமப்பூர், திருவெண்ணெய்நல்லூர், விழுப்புரம். bbox=[360, 453, 649, 501]
organiser-entry bbox=[58, 232, 346, 284]
